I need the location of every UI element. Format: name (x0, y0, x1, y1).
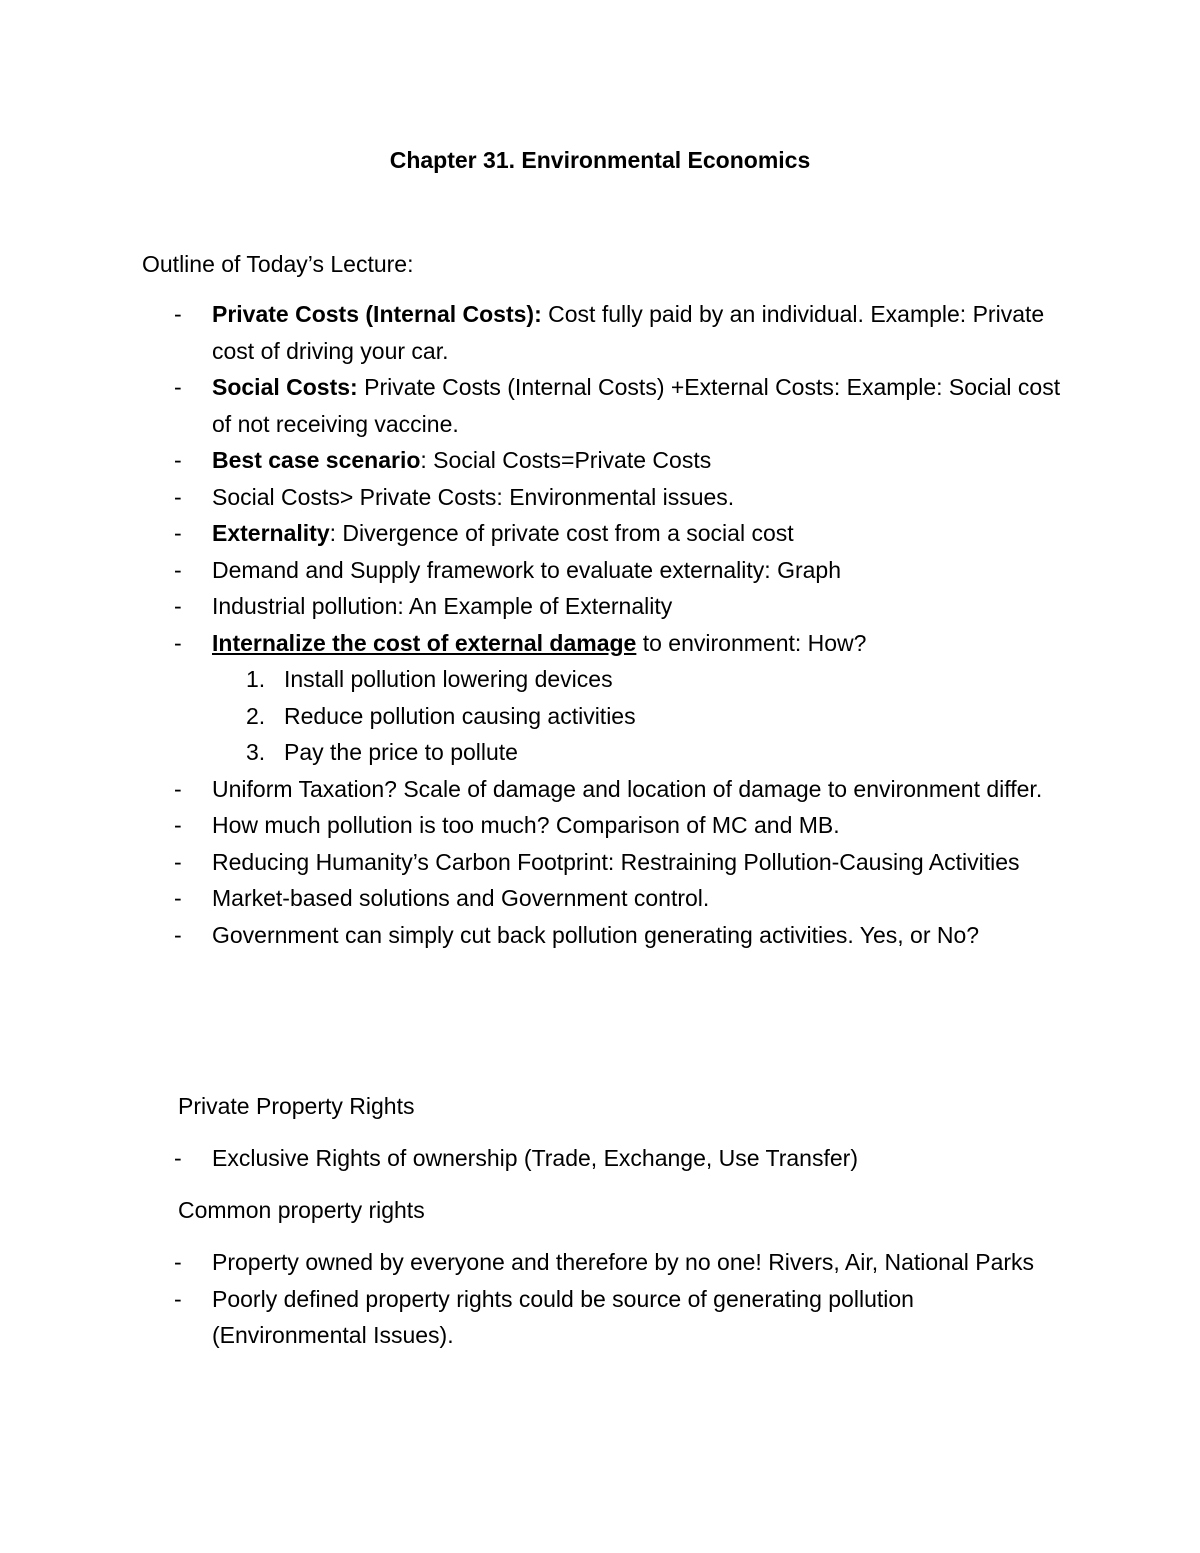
bold-term: Externality (212, 520, 330, 546)
bullet-marker: - (174, 1285, 182, 1312)
common-property-heading: Common property rights (178, 1197, 425, 1223)
bullet-marker: - (174, 374, 182, 400)
item-number: 3. (246, 739, 266, 765)
list-item (0, 515, 1062, 552)
item-text: Cost fully paid by an individual. Example: Private cost of driving your car. (212, 301, 1045, 364)
list-item (0, 588, 1062, 625)
numbered-item (0, 734, 1200, 771)
item-text: : Divergence of private cost from a social cost (329, 520, 794, 546)
item-text: Reduce pollution causing activities (284, 702, 636, 729)
bullet-marker: - (174, 629, 182, 656)
item-text: Uniform Taxation? Scale of damage and location of damage to environment differ. (212, 775, 1043, 802)
item-text: Market-based solutions and Government control. (212, 885, 710, 911)
bold-term: Best case scenario (212, 447, 421, 473)
item-text: Reducing Humanity’s Carbon Footprint: Restraining Pollution-Causing Activities (212, 848, 1020, 875)
outline-heading: Outline of Today’s Lecture: (142, 251, 414, 277)
page-title: Chapter 31. Environmental Economics (389, 147, 811, 173)
list-item (0, 917, 1062, 954)
item-text: Government can simply cut back pollution generating activities. Yes, or No? (212, 921, 980, 948)
common-property-list (0, 1244, 1200, 1354)
list-item (0, 1140, 1062, 1177)
item-text: Exclusive Rights of ownership (Trade, Exchange, Use Transfer) (212, 1145, 858, 1171)
bullet-marker: - (174, 447, 182, 473)
item-number: 1. (246, 666, 266, 692)
list-item (0, 1244, 1062, 1281)
item-text: : Social Costs=Private Costs (420, 447, 712, 473)
bullet-marker: - (174, 775, 182, 802)
list-item (0, 771, 1062, 808)
numbered-item (0, 661, 1200, 698)
bullet-marker: - (174, 301, 182, 327)
list-item (0, 880, 1062, 917)
bullet-marker: - (174, 848, 182, 875)
bullet-marker: - (174, 1249, 182, 1275)
list-item (0, 807, 1062, 844)
list-item (0, 442, 1062, 479)
bold-term: Private Costs (Internal Costs): (212, 301, 542, 327)
item-text: Social Costs> Private Costs: Environmental issues. (212, 483, 735, 510)
list-item (0, 369, 1062, 442)
item-text: Industrial pollution: An Example of Externality (212, 593, 673, 619)
bullet-marker: - (174, 921, 182, 948)
private-property-heading: Private Property Rights (178, 1093, 415, 1119)
item-text: to environment: How? (636, 629, 867, 656)
bullet-marker: - (174, 885, 182, 911)
list-item (0, 479, 1062, 516)
bullet-marker: - (174, 520, 182, 546)
outline-list (0, 296, 1200, 953)
item-text: Demand and Supply framework to evaluate externality: Graph (212, 556, 841, 583)
item-number: 2. (246, 702, 266, 729)
item-text: How much pollution is too much? Comparison of MC and MB. (212, 812, 840, 838)
private-property-list (0, 1140, 1200, 1177)
numbered-item (0, 698, 1200, 735)
bold-term: Social Costs: (212, 374, 358, 400)
underlined-term: Internalize the cost of external damage (212, 629, 637, 656)
list-item (0, 552, 1062, 589)
bullet-marker: - (174, 556, 182, 583)
item-text: Install pollution lowering devices (284, 666, 613, 692)
bullet-marker: - (174, 1145, 182, 1171)
list-item (0, 1281, 1062, 1354)
list-item (0, 844, 1062, 881)
bullet-marker: - (174, 593, 182, 619)
item-text: Poorly defined property rights could be source of generating pollution (Environmental Issues). (212, 1285, 914, 1348)
item-text: Property owned by everyone and therefore by no one! Rivers, Air, National Parks (212, 1249, 1035, 1275)
list-item (0, 296, 1062, 369)
item-text: Pay the price to pollute (284, 739, 518, 765)
item-text: Private Costs (Internal Costs) +External Costs: Example: Social cost of not receiving vaccine. (212, 374, 1061, 437)
list-item (0, 625, 1062, 662)
bullet-marker: - (174, 483, 182, 510)
bullet-marker: - (174, 812, 182, 838)
